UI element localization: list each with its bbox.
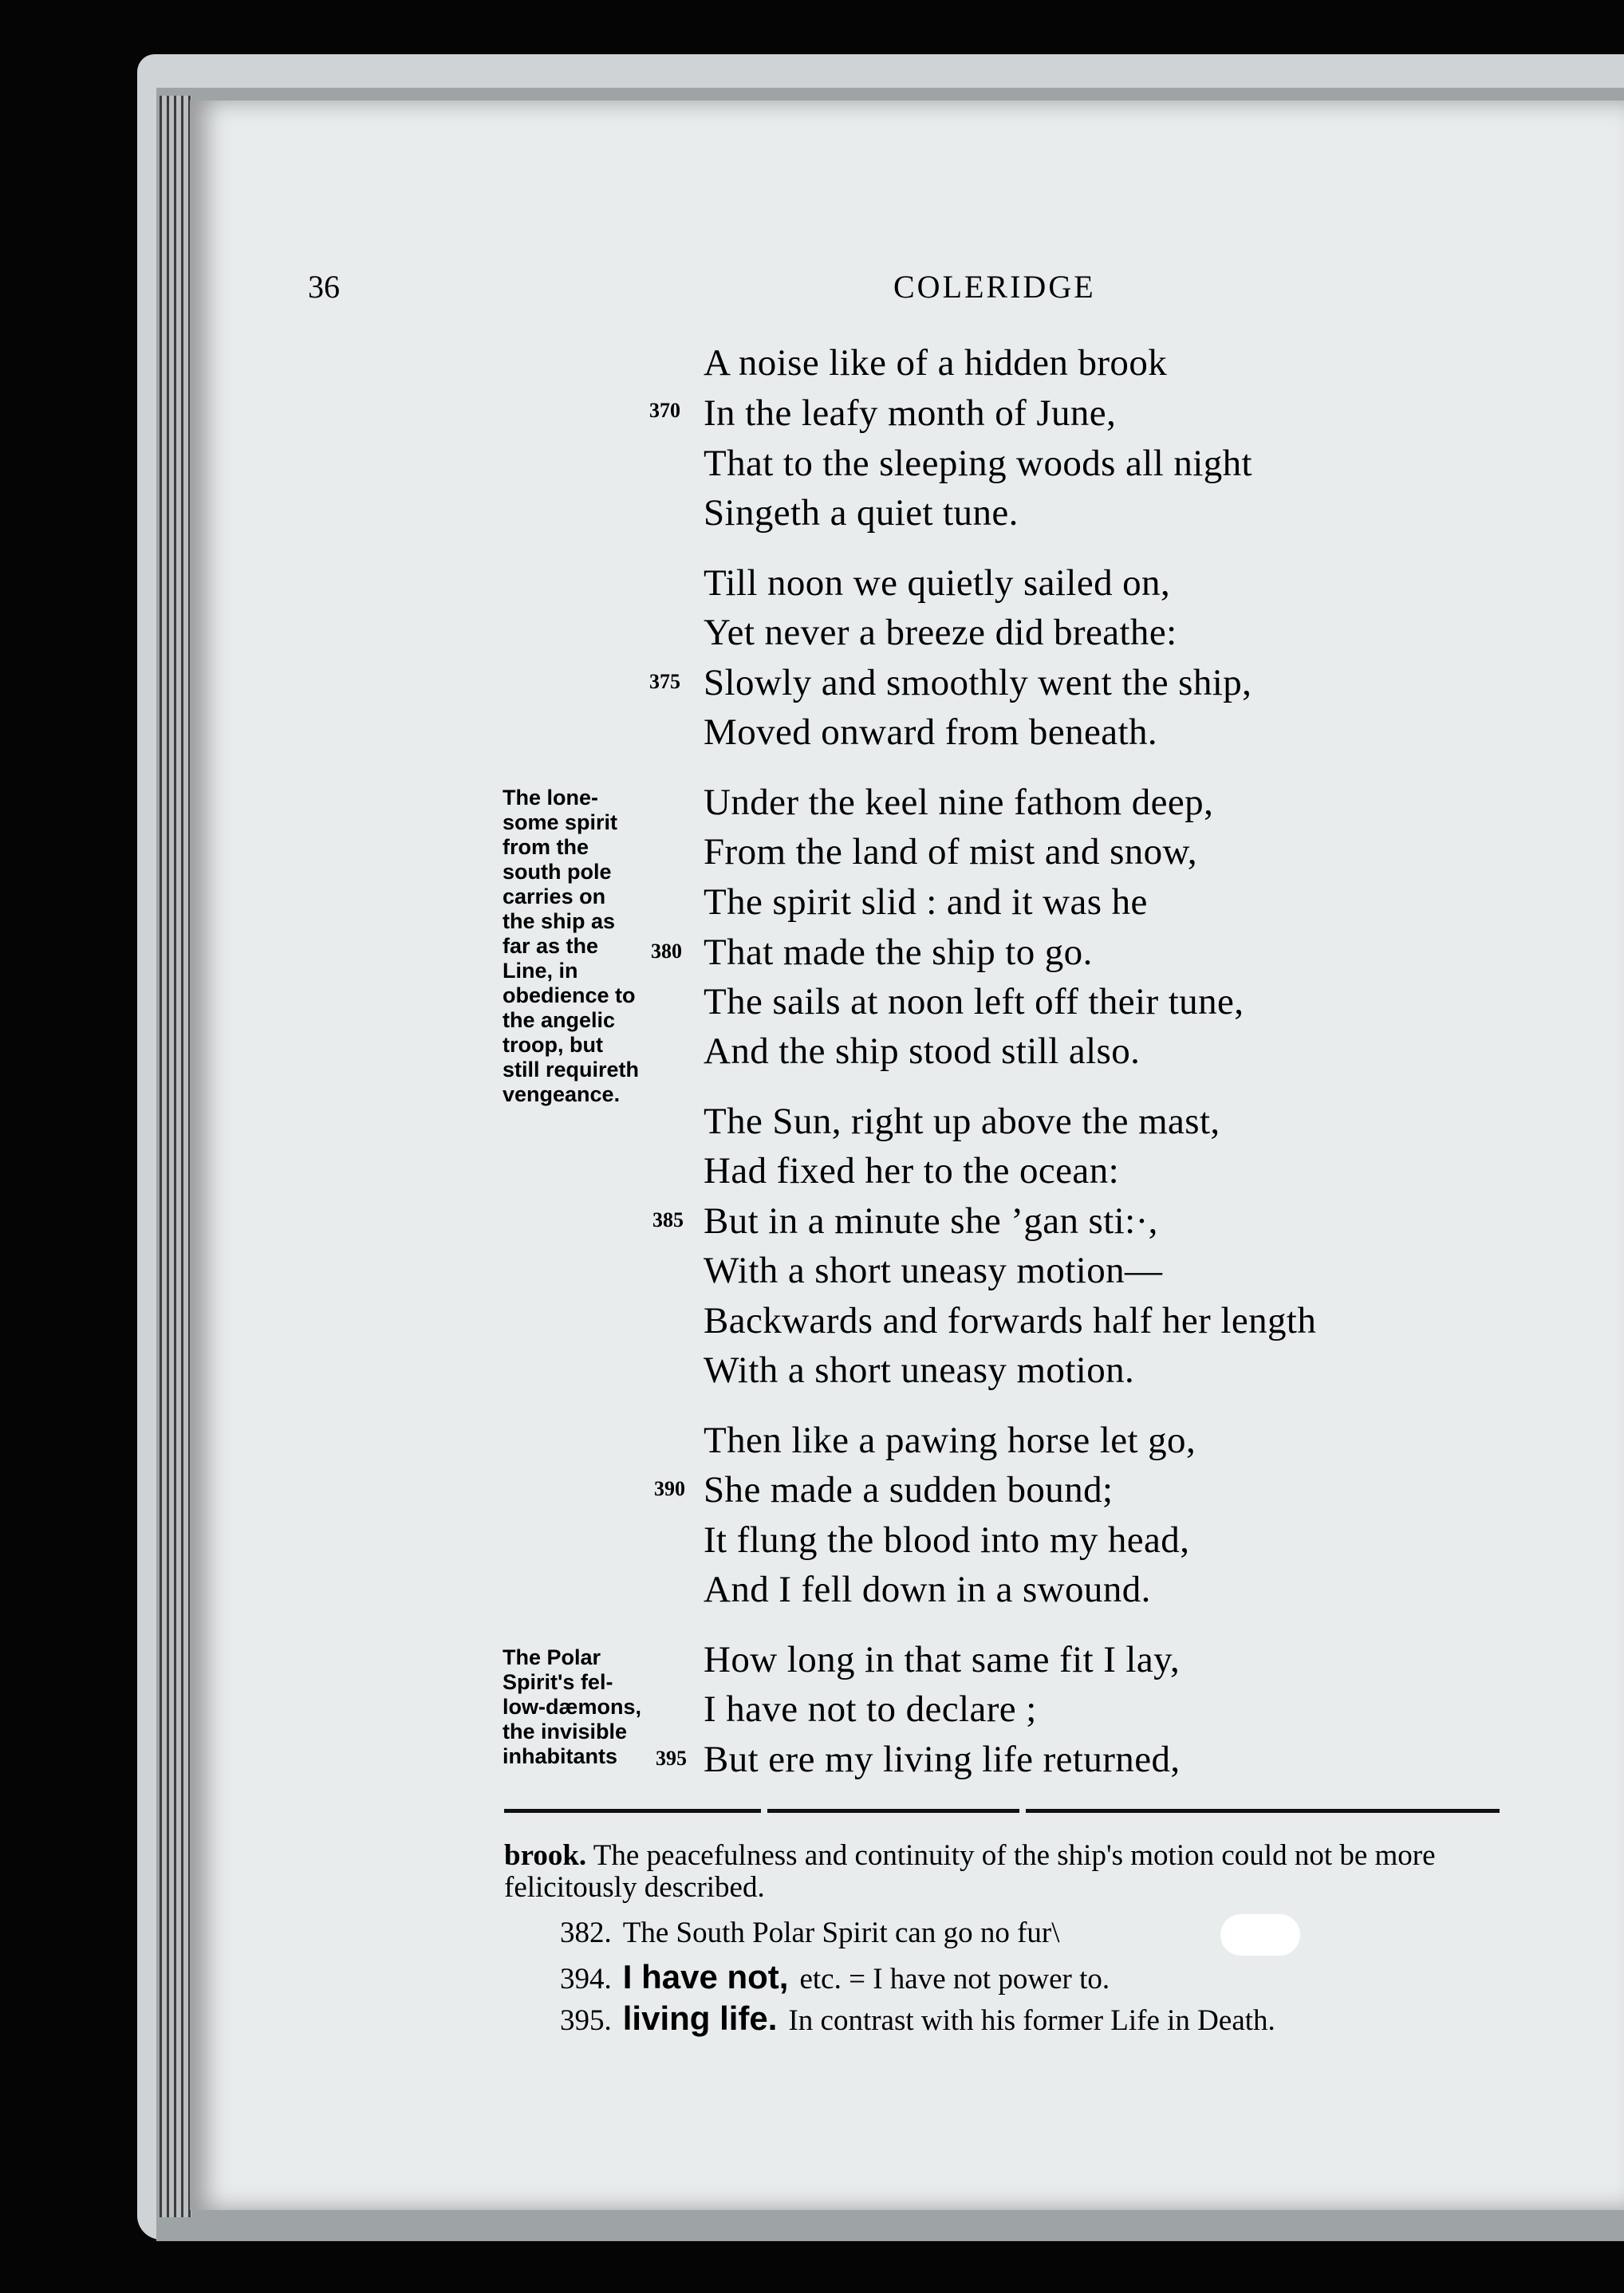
poem-line: In the leafy month of June, [704, 392, 1117, 434]
poem-line: The Sun, right up above the mast, [704, 1101, 1220, 1142]
poem-line: The sails at noon left off their tune, [704, 981, 1244, 1022]
poem-line: Then like a pawing horse let go, [704, 1420, 1196, 1461]
footnotes [504, 1839, 1501, 2037]
poem-line: From the land of mist and snow, [704, 831, 1197, 873]
poem-line: Moved onward from beneath. [704, 711, 1158, 753]
poem-line: Backwards and forwards half her length [704, 1300, 1317, 1342]
line-number: 390 [654, 1477, 685, 1500]
page-gutter [160, 96, 191, 2217]
note-394 [560, 1958, 1110, 1996]
poem-line: How long in that same fit I lay, [704, 1639, 1181, 1680]
poem-line: The spirit slid : and it was he [704, 881, 1148, 923]
note-395 [560, 1999, 1275, 2038]
poem-line: Yet never a breeze did breathe: [704, 612, 1177, 653]
footnote-rule [504, 1809, 761, 1813]
note-lemma: I have not, [622, 1958, 789, 1996]
note-number: 394. [560, 1963, 612, 1996]
note-number: 382. [560, 1917, 612, 1949]
note-brook [504, 1840, 1501, 1904]
poem-line: But in a minute she ’gan sti:·, [704, 1200, 1158, 1242]
margin-gloss-lonesome-spirit: The lone- some spirit from the south pole carries on the ship as far as the Line, in obedience to the angelic troop, but still requireth vengeance. [503, 786, 640, 1106]
poem-line: I have not to declare ; [704, 1688, 1037, 1730]
poem-line: Till noon we quietly sailed on, [704, 562, 1171, 604]
poem-line: That made the ship to go. [704, 932, 1093, 973]
running-head: COLERIDGE [893, 269, 1096, 305]
note-382 [560, 1916, 1060, 1950]
line-number: 375 [649, 670, 680, 693]
note-text: In contrast with his former Life in Death. [788, 2004, 1275, 2037]
note-lemma: living life. [622, 1999, 778, 2037]
footnote-rule [767, 1809, 1019, 1813]
poem-line: And the ship stood still also. [704, 1030, 1141, 1072]
page-number: 36 [308, 269, 340, 305]
poem-line: That to the sleeping woods all night [704, 443, 1252, 484]
poem-line: And I fell down in a swound. [704, 1569, 1151, 1610]
scan-blemish [1220, 1914, 1300, 1956]
poem-line: A noise like of a hidden brook [704, 342, 1168, 384]
note-text: etc. = I have not power to. [799, 1963, 1110, 1996]
line-number: 385 [652, 1208, 684, 1231]
poem-line: With a short uneasy motion— [704, 1250, 1163, 1291]
poem-line: Slowly and smoothly went the ship, [704, 662, 1252, 703]
poem-line: It flung the blood into my head, [704, 1519, 1190, 1561]
line-number: 395 [656, 1747, 687, 1770]
note-text: The peacefulness and continuity of the ship's motion could not be more felicitously described. [504, 1839, 1436, 1904]
line-number: 370 [649, 399, 680, 422]
note-number: 395. [560, 2004, 612, 2037]
poem-line: Singeth a quiet tune. [704, 492, 1019, 534]
note-lemma: brook. [504, 1839, 587, 1872]
margin-gloss-polar-spirit: The Polar Spirit's fel- low-dæmons, the invisible inhabitants [503, 1645, 641, 1768]
poem-line: Had fixed her to the ocean: [704, 1150, 1120, 1192]
poem-line: But ere my living life returned, [704, 1739, 1181, 1780]
poem-line: With a short uneasy motion. [704, 1349, 1135, 1391]
note-text: The South Polar Spirit can go no fur\ [622, 1917, 1060, 1949]
poem-line: She made a sudden bound; [704, 1469, 1114, 1511]
footnote-rule [1026, 1809, 1500, 1813]
poem-line: Under the keel nine fathom deep, [704, 782, 1214, 823]
line-number: 380 [651, 940, 682, 963]
